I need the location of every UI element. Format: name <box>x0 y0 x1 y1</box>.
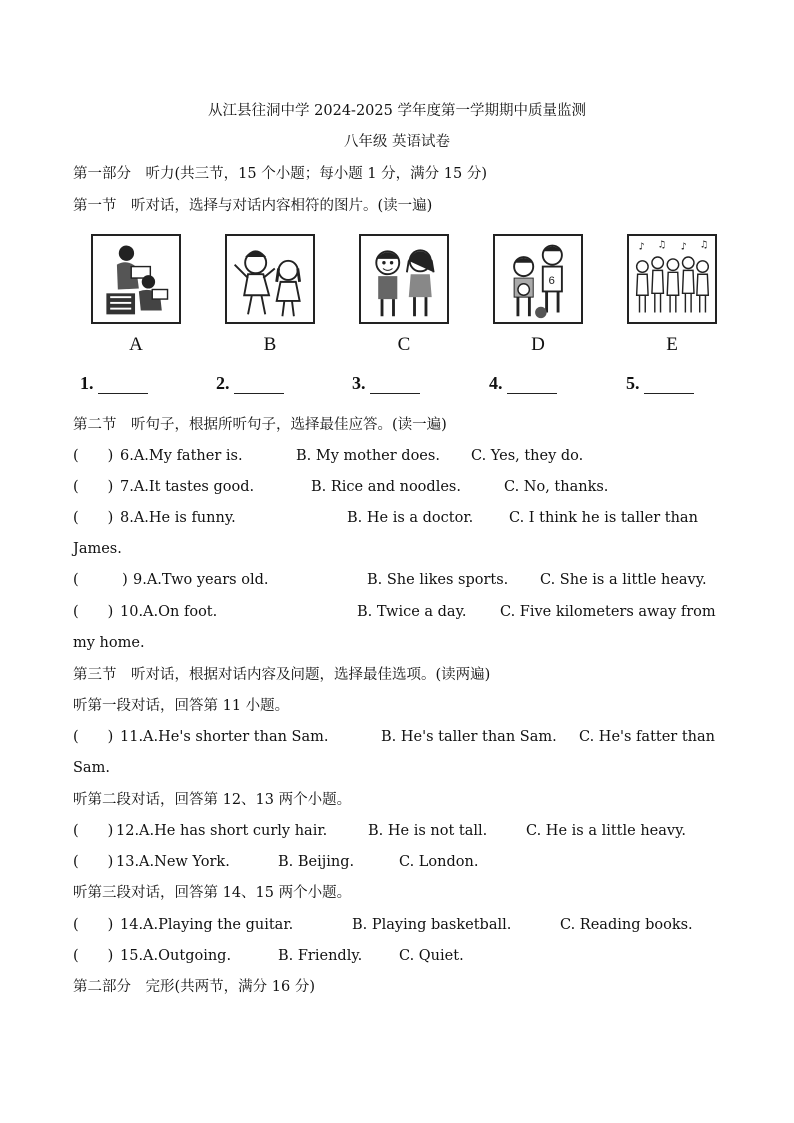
question-9 <box>73 570 724 590</box>
singing-group-icon <box>629 236 715 322</box>
dancing-girls-icon <box>227 236 313 322</box>
option-c: C. Reading books. <box>560 917 693 933</box>
svg-text:♪: ♪ <box>638 241 645 253</box>
svg-text:♫: ♫ <box>699 239 709 251</box>
answer-paren[interactable]: ( ) <box>73 448 114 464</box>
svg-text:6: 6 <box>548 274 555 287</box>
option-c: C. He's fatter than <box>579 729 715 745</box>
option-a: 10.A.On foot. <box>120 604 218 620</box>
blank-number: 1. <box>80 373 94 393</box>
dialog3-instruction: 听第三段对话，回答第 14、15 两个小题。 <box>73 885 352 901</box>
part1-heading: 第一部分 听力(共三节，15 个小题；每小题 1 分，满分 15 分) <box>73 166 487 182</box>
option-b: B. Rice and noodles. <box>311 479 461 495</box>
reading-kids-icon <box>93 236 179 322</box>
answer-paren[interactable]: ( ) <box>73 917 114 933</box>
blank-number: 5. <box>626 373 640 393</box>
answer-paren[interactable]: ( ) <box>73 479 114 495</box>
option-b: B. My mother does. <box>296 448 440 464</box>
option-c-continued: James. <box>73 541 122 557</box>
picture-e <box>627 234 717 324</box>
question-10-continued <box>73 633 724 653</box>
blank-line <box>507 375 557 394</box>
option-c: C. She is a little heavy. <box>540 572 707 588</box>
option-b: B. Beijing. <box>278 854 355 870</box>
section1-heading: 第一节 听对话，选择与对话内容相符的图片。(读一遍) <box>73 198 433 214</box>
option-a: 15.A.Outgoing. <box>120 948 232 964</box>
picture-a <box>91 234 181 324</box>
blank-line <box>234 375 284 394</box>
question-7 <box>73 477 724 497</box>
blank-line <box>370 375 420 394</box>
two-boys-sports-icon <box>495 236 581 322</box>
answer-paren[interactable]: ( ) <box>73 604 114 620</box>
answer-blank-4[interactable] <box>489 373 557 394</box>
answer-paren[interactable]: ( ) <box>73 729 114 745</box>
blank-line <box>644 375 694 394</box>
question-14 <box>73 915 724 935</box>
question-13 <box>73 852 724 872</box>
blank-line <box>98 375 148 394</box>
question-8 <box>73 508 724 528</box>
picture-label-a: A <box>129 334 143 355</box>
option-c: C. No, thanks. <box>504 479 609 495</box>
answer-blank-2[interactable] <box>216 373 284 394</box>
option-b: B. He's taller than Sam. <box>381 729 557 745</box>
part2-heading: 第二部分 完形(共两节，满分 16 分) <box>73 979 315 995</box>
option-a: 14.A.Playing the guitar. <box>120 917 294 933</box>
option-b: B. Friendly. <box>278 948 363 964</box>
svg-text:♪: ♪ <box>680 241 687 253</box>
answer-paren[interactable]: ( ) <box>73 572 128 588</box>
question-15 <box>73 946 724 966</box>
answer-paren[interactable]: ( ) <box>73 823 114 839</box>
picture-b <box>225 234 315 324</box>
option-c: C. He is a little heavy. <box>526 823 686 839</box>
answer-paren[interactable]: ( ) <box>73 948 114 964</box>
option-c: C. Five kilometers away from <box>500 604 716 620</box>
section2-heading: 第二节 听句子，根据所听句子，选择最佳应答。(读一遍) <box>73 417 447 433</box>
question-12 <box>73 821 724 841</box>
page-title: 从江县往洞中学 2024-2025 学年度第一学期期中质量监测 <box>208 103 586 119</box>
option-a: 8.A.He is funny. <box>120 510 236 526</box>
question-6 <box>73 446 724 466</box>
svg-text:♫: ♫ <box>657 239 667 251</box>
picture-c <box>359 234 449 324</box>
answer-blank-3[interactable] <box>352 373 420 394</box>
option-a: 12.A.He has short curly hair. <box>116 823 328 839</box>
question-11 <box>73 727 724 747</box>
dialog1-instruction: 听第一段对话，回答第 11 小题。 <box>73 698 290 714</box>
option-a: 11.A.He's shorter than Sam. <box>120 729 329 745</box>
dialog2-instruction: 听第二段对话，回答第 12、13 两个小题。 <box>73 792 352 808</box>
answer-blank-1[interactable] <box>80 373 148 394</box>
option-a: 6.A.My father is. <box>120 448 243 464</box>
option-b: B. He is not tall. <box>368 823 488 839</box>
option-c: C. I think he is taller than <box>509 510 698 526</box>
blank-number: 4. <box>489 373 503 393</box>
option-b: B. Playing basketball. <box>352 917 512 933</box>
picture-d <box>493 234 583 324</box>
blank-number: 2. <box>216 373 230 393</box>
option-c-continued: Sam. <box>73 760 110 776</box>
option-c-continued: my home. <box>73 635 145 651</box>
section3-heading: 第三节 听对话，根据对话内容及问题，选择最佳选项。(读两遍) <box>73 667 491 683</box>
option-b: B. She likes sports. <box>367 572 509 588</box>
boy-girl-icon <box>361 236 447 322</box>
option-c: C. London. <box>399 854 479 870</box>
option-a: 13.A.New York. <box>116 854 230 870</box>
option-c: C. Quiet. <box>399 948 464 964</box>
question-10 <box>73 602 724 622</box>
picture-label-b: B <box>263 334 277 355</box>
answer-paren[interactable]: ( ) <box>73 510 114 526</box>
option-a: 7.A.It tastes good. <box>120 479 255 495</box>
page-subtitle: 八年级 英语试卷 <box>343 134 451 150</box>
picture-label-c: C <box>397 334 411 355</box>
answer-blank-5[interactable] <box>626 373 694 394</box>
option-b: B. Twice a day. <box>357 604 467 620</box>
question-11-continued <box>73 758 724 778</box>
option-b: B. He is a doctor. <box>347 510 474 526</box>
blank-number: 3. <box>352 373 366 393</box>
picture-label-e: E <box>666 334 678 355</box>
option-a: 9.A.Two years old. <box>133 572 269 588</box>
option-c: C. Yes, they do. <box>471 448 584 464</box>
picture-label-d: D <box>531 334 545 355</box>
answer-paren[interactable]: ( ) <box>73 854 114 870</box>
question-8-continued <box>73 539 724 559</box>
